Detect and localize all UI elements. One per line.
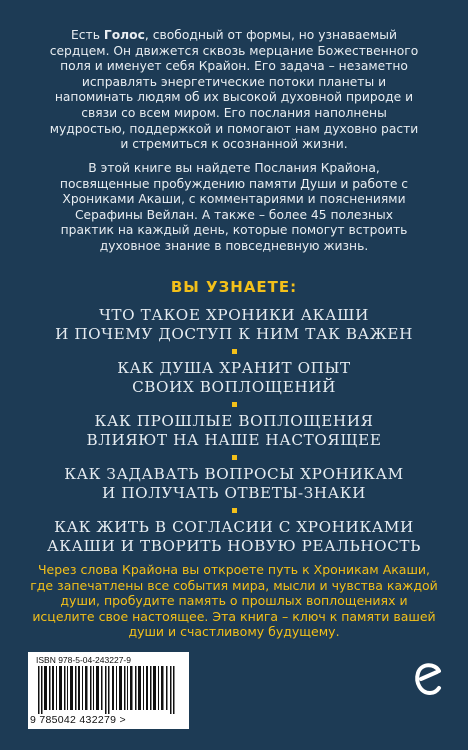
- topic-line: КАК ЗАДАВАТЬ ВОПРОСЫ ХРОНИКАМ: [64, 465, 404, 483]
- separator-dot: [232, 455, 237, 460]
- publisher-e-logo-icon: [413, 659, 443, 699]
- topic-line: АКАШИ И ТВОРИТЬ НОВУЮ РЕАЛЬНОСТЬ: [46, 537, 421, 555]
- barcode-icon: [38, 666, 180, 714]
- topic-line: И ПОЧЕМУ ДОСТУП К НИМ ТАК ВАЖЕН: [55, 325, 413, 343]
- topics-list: [0, 306, 468, 556]
- separator-dot: [232, 508, 237, 513]
- topic-line: КАК ДУША ХРАНИТ ОПЫТ: [117, 359, 351, 377]
- topic-line: ВЛИЯЮТ НА НАШЕ НАСТОЯЩЕЕ: [86, 431, 382, 449]
- closing-paragraph: Через слова Крайона вы откроете путь к Хроникам Акаши, где запечатлены все события мира, мысли и чувства каждой души, пробудите память о прошлых воплощениях и исцелите свое настоящее. Эта книга – ключ к памяти вашей души и счастливому будущему.: [30, 562, 438, 640]
- isbn-barcode-box: [28, 652, 189, 729]
- topic-line: ЧТО ТАКОЕ ХРОНИКИ АКАШИ: [99, 306, 369, 324]
- separator-dot: [232, 349, 237, 354]
- topic-line: КАК ПРОШЛЫЕ ВОПЛОЩЕНИЯ: [94, 412, 374, 430]
- topic-item: [0, 412, 468, 450]
- topic-line: СВОИХ ВОПЛОЩЕНИЙ: [132, 378, 336, 396]
- topic-line: КАК ЖИТЬ В СОГЛАСИИ С ХРОНИКАМИ: [54, 518, 414, 536]
- topic-item: [0, 359, 468, 397]
- intro-paragraph-1: [48, 28, 420, 153]
- learn-heading: ВЫ УЗНАЕТЕ:: [170, 278, 298, 296]
- separator-dot: [232, 402, 237, 407]
- topic-line: И ПОЛУЧАТЬ ОТВЕТЫ-ЗНАКИ: [102, 484, 366, 502]
- barcode-digits: 9 785042 432279 >: [30, 714, 126, 726]
- isbn-label: ISBN 978-5-04-243227-9: [36, 655, 131, 665]
- intro-text-pre: Есть: [71, 28, 104, 42]
- topic-item: [0, 518, 468, 556]
- intro-bold-word: Голос: [103, 28, 145, 42]
- intro-text-post: , свободный от формы, но узнаваемый сердцем. Он движется сквозь мерцание Божественного поля и именует себя Крайон. Его задача – незаметно исправлять энергетические потоки планеты и напоминать людям об их высокой духовной природе и связи со всем миром. Его послания наполнены мудростью, поддержкой и помогают нам духовно расти и стремиться к осознанной жизни.: [49, 28, 419, 152]
- intro-paragraph-2: В этой книге вы найдете Послания Крайона, посвященные пробуждению памяти Души и работе с Хрониками Акаши, с комментариями и пояснениями Серафины Вейлан. А также – более 45 полезных практик на каждый день, которые помогут встроить духовное знание в повседневную жизнь.: [59, 161, 409, 253]
- topic-item: [0, 465, 468, 503]
- topic-item: [0, 306, 468, 344]
